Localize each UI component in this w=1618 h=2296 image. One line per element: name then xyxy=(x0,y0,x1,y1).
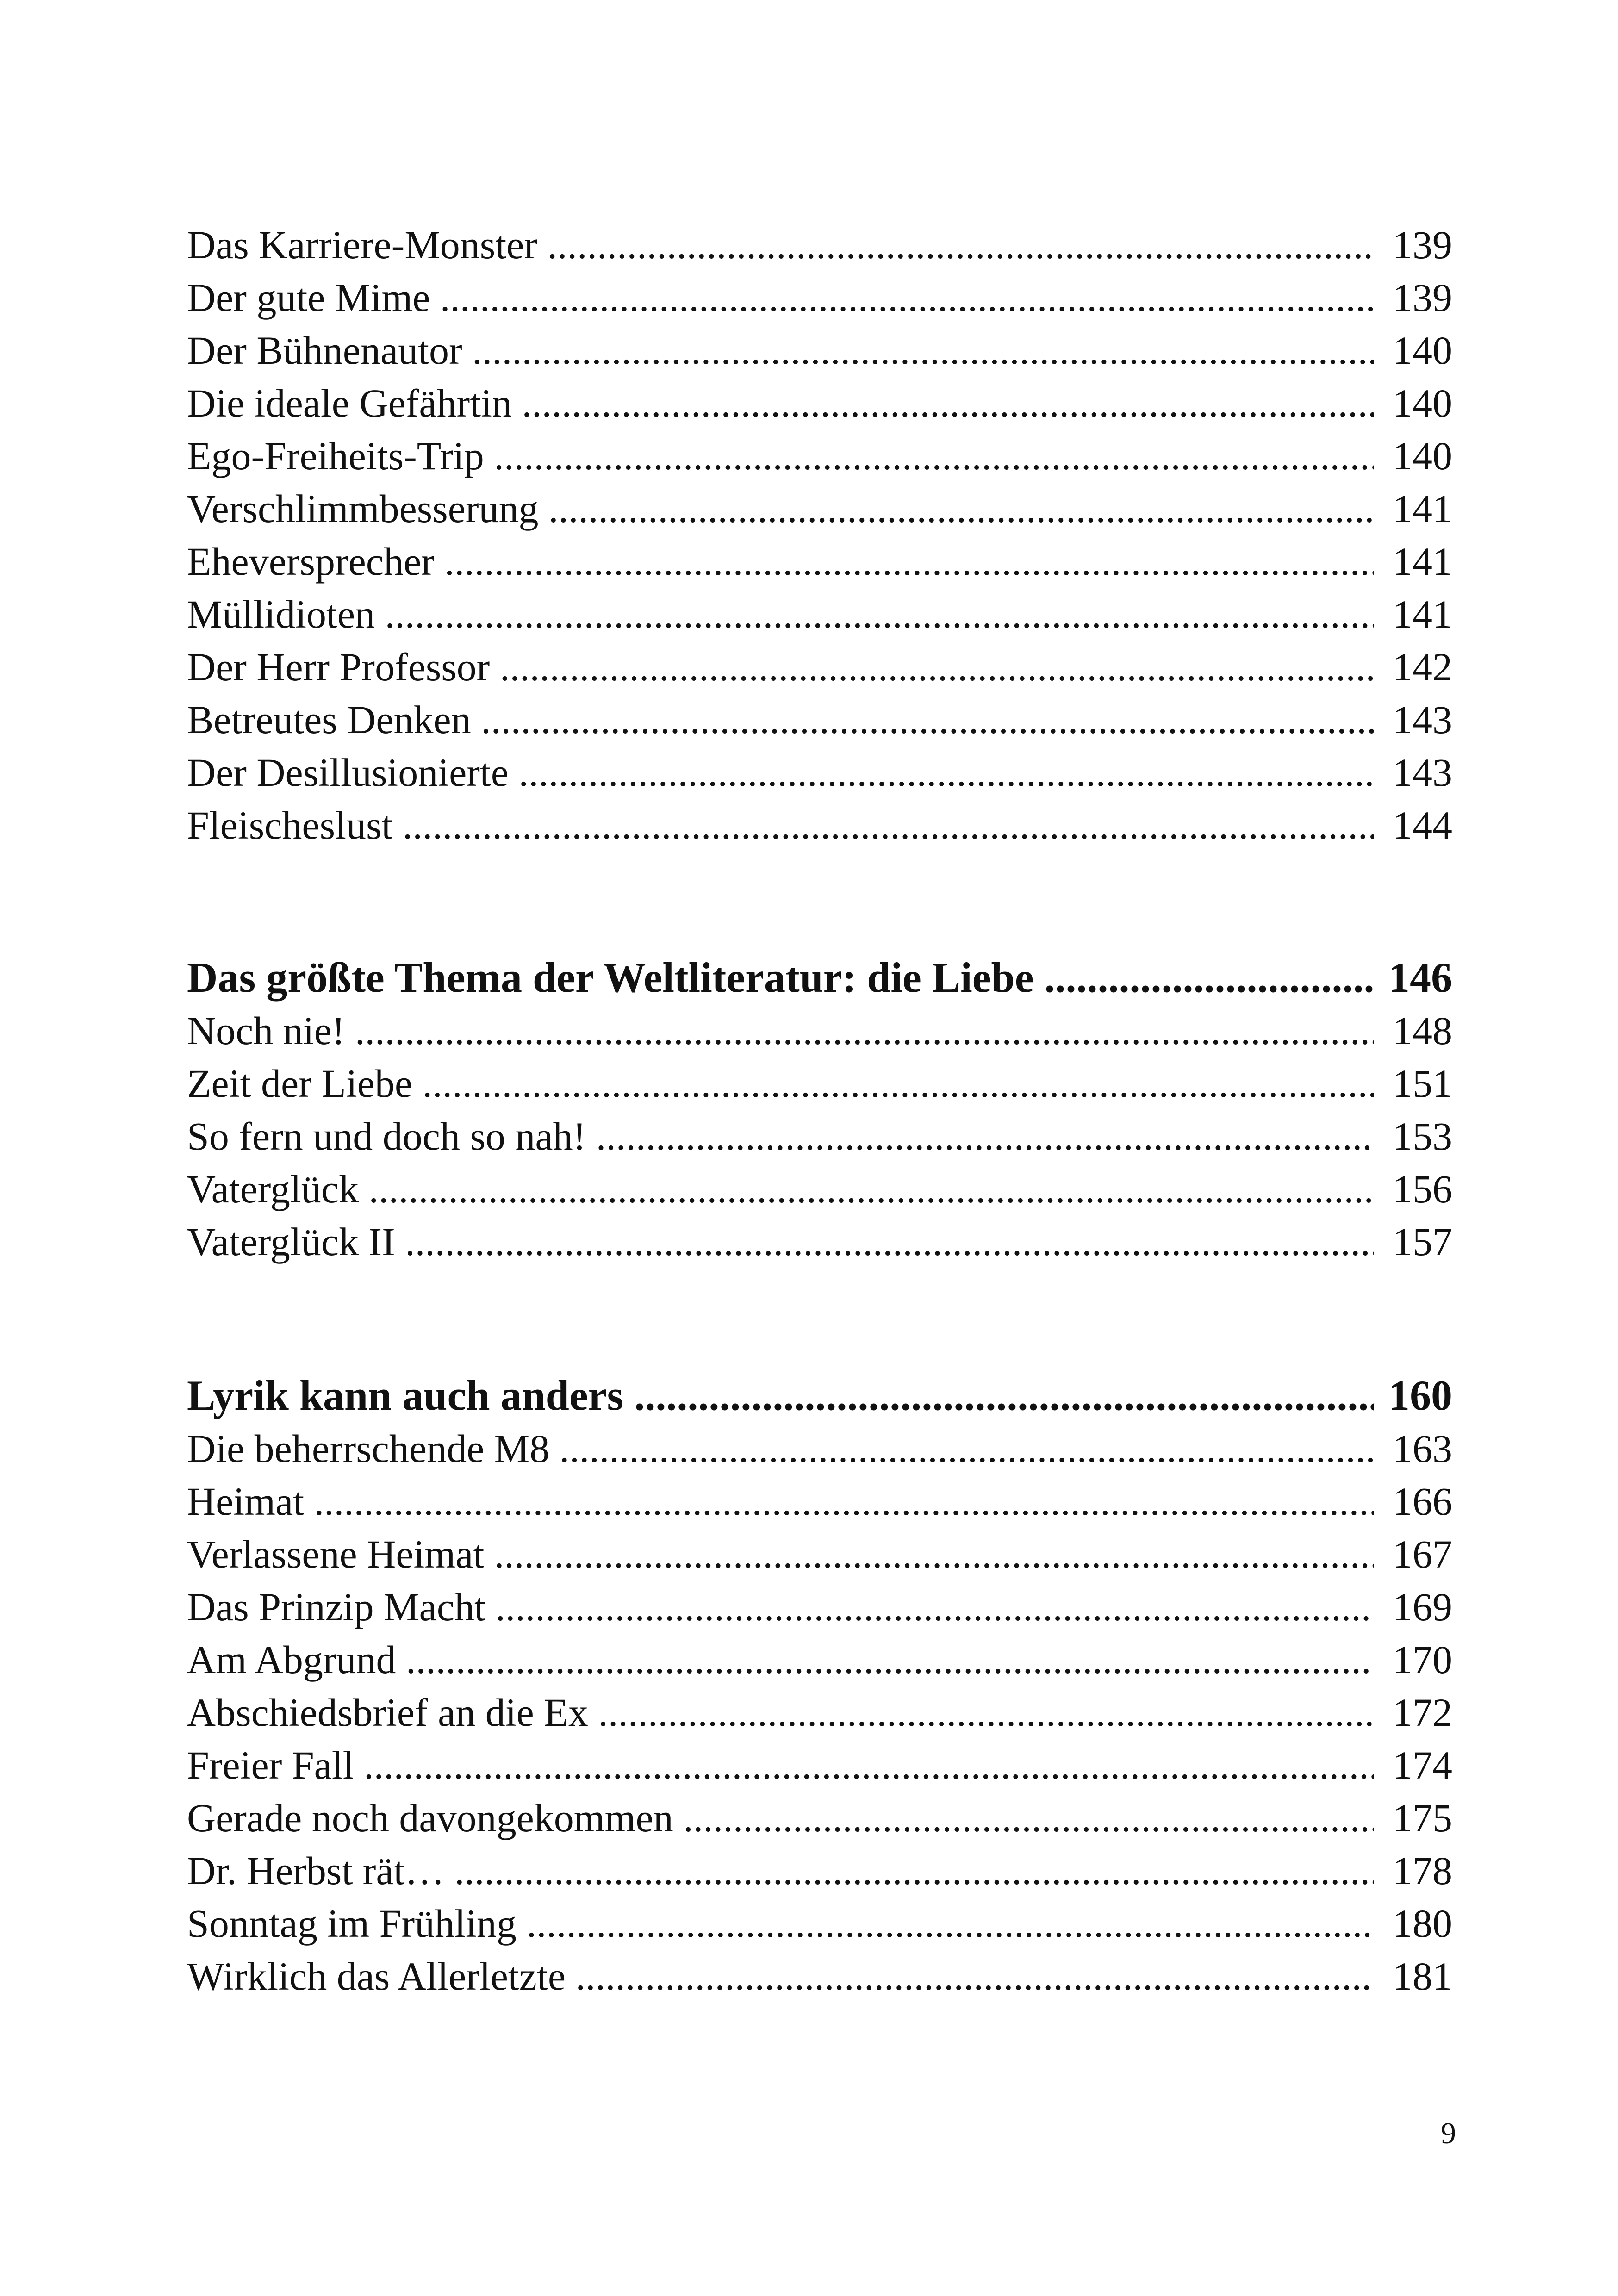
toc-entry[interactable] xyxy=(187,324,1452,377)
toc-entry-title: Der Bühnenautor ..... xyxy=(187,324,1374,377)
toc-entry-title: Vaterglück ..... xyxy=(187,1163,1374,1215)
toc-entry-title: Gerade noch davongekommen ..... xyxy=(187,1792,1374,1844)
toc-chapter-heading[interactable] xyxy=(187,1369,1452,1422)
toc-entry-page: 142 xyxy=(1390,641,1452,693)
toc-entry-page: 163 xyxy=(1390,1422,1452,1475)
toc-entry-page: 140 xyxy=(1390,377,1452,429)
toc-entry-page: 144 xyxy=(1390,799,1452,852)
toc-entry-title: Eheversprecher ..... xyxy=(187,535,1374,588)
toc-entry[interactable] xyxy=(187,1950,1452,2003)
toc-entry-title: Dr. Herbst rät… ..... xyxy=(187,1844,1374,1897)
toc-entry-title: So fern und doch so nah! ..... xyxy=(187,1110,1374,1163)
toc-entry-title: Verschlimmbesserung ..... xyxy=(187,482,1374,535)
toc-entry-title: Am Abgrund ..... xyxy=(187,1633,1374,1686)
toc-entry-page: 178 xyxy=(1390,1844,1452,1897)
toc-entry-title: Wirklich das Allerletzte ..... xyxy=(187,1950,1374,2003)
toc-entry-page: 169 xyxy=(1390,1580,1452,1633)
toc-entry-page: 153 xyxy=(1390,1110,1452,1163)
toc-entry[interactable] xyxy=(187,482,1452,535)
toc-entry[interactable] xyxy=(187,271,1452,324)
toc-entry-page: 143 xyxy=(1390,746,1452,799)
toc-entry-title: Verlassene Heimat ..... xyxy=(187,1528,1374,1580)
toc-group-2 xyxy=(187,951,1452,1268)
toc-entry-page: 139 xyxy=(1390,271,1452,324)
toc-entry[interactable] xyxy=(187,218,1452,271)
toc-entry-page: 140 xyxy=(1390,324,1452,377)
toc-entry[interactable] xyxy=(187,535,1452,588)
toc-entry-page: 174 xyxy=(1390,1739,1452,1792)
page-number: 9 xyxy=(1441,2116,1456,2150)
toc-entry-title: Ego-Freiheits-Trip ..... xyxy=(187,429,1374,482)
toc-entry-title: Vaterglück II ..... xyxy=(187,1215,1374,1268)
toc-entry[interactable] xyxy=(187,1110,1452,1163)
toc-entry-page: 181 xyxy=(1390,1950,1452,2003)
toc-chapter-title: Das größte Thema der Weltliteratur: die Liebe ..... xyxy=(187,951,1374,1004)
toc-entry[interactable] xyxy=(187,1528,1452,1580)
toc-entry-page: 157 xyxy=(1390,1215,1452,1268)
toc-entry[interactable] xyxy=(187,693,1452,746)
toc-chapter-page: 160 xyxy=(1386,1369,1452,1422)
toc-entry[interactable] xyxy=(187,1422,1452,1475)
toc-entry-title: Der Herr Professor ..... xyxy=(187,641,1374,693)
toc-entry[interactable] xyxy=(187,1686,1452,1739)
toc-entry-title: Zeit der Liebe ..... xyxy=(187,1057,1374,1110)
toc-entry-title: Noch nie! ..... xyxy=(187,1004,1374,1057)
toc-entry-title: Sonntag im Frühling ..... xyxy=(187,1897,1374,1950)
toc-entry[interactable] xyxy=(187,1475,1452,1528)
toc-entry-page: 175 xyxy=(1390,1792,1452,1844)
toc-entry-title: Abschiedsbrief an die Ex ..... xyxy=(187,1686,1374,1739)
toc-entry-title: Müllidioten ..... xyxy=(187,588,1374,641)
toc-entry-title: Der gute Mime ..... xyxy=(187,271,1374,324)
toc-entry[interactable] xyxy=(187,1057,1452,1110)
toc-entry-title: Betreutes Denken ..... xyxy=(187,693,1374,746)
toc-entry-page: 148 xyxy=(1390,1004,1452,1057)
toc-entry-page: 139 xyxy=(1390,218,1452,271)
toc-entry-page: 141 xyxy=(1390,535,1452,588)
toc-entry[interactable] xyxy=(187,1792,1452,1844)
toc-entry-page: 167 xyxy=(1390,1528,1452,1580)
toc-entry[interactable] xyxy=(187,1580,1452,1633)
toc-entry-page: 141 xyxy=(1390,482,1452,535)
toc-entry[interactable] xyxy=(187,1739,1452,1792)
toc-entry-title: Der Desillusionierte ..... xyxy=(187,746,1374,799)
toc-entry-title: Das Prinzip Macht ..... xyxy=(187,1580,1374,1633)
toc-chapter-title: Lyrik kann auch anders ..... xyxy=(187,1369,1374,1422)
toc-entry[interactable] xyxy=(187,1633,1452,1686)
toc-entry[interactable] xyxy=(187,1215,1452,1268)
toc-entry[interactable] xyxy=(187,429,1452,482)
toc-group-1 xyxy=(187,218,1452,852)
toc-entry-page: 156 xyxy=(1390,1163,1452,1215)
toc-entry[interactable] xyxy=(187,1163,1452,1215)
toc-entry-page: 170 xyxy=(1390,1633,1452,1686)
toc-entry-page: 172 xyxy=(1390,1686,1452,1739)
toc-entry[interactable] xyxy=(187,799,1452,852)
toc-entry[interactable] xyxy=(187,377,1452,429)
toc-entry-title: Das Karriere-Monster ..... xyxy=(187,218,1374,271)
toc-entry-title: Die beherrschende M8 ..... xyxy=(187,1422,1374,1475)
toc-entry[interactable] xyxy=(187,1844,1452,1897)
toc-group-3 xyxy=(187,1369,1452,2003)
toc-chapter-heading[interactable] xyxy=(187,951,1452,1004)
toc-entry-page: 151 xyxy=(1390,1057,1452,1110)
toc-entry-page: 140 xyxy=(1390,429,1452,482)
toc-entry[interactable] xyxy=(187,588,1452,641)
toc-entry-page: 141 xyxy=(1390,588,1452,641)
toc-entry[interactable] xyxy=(187,746,1452,799)
toc-entry[interactable] xyxy=(187,641,1452,693)
toc-entry-title: Fleischeslust ..... xyxy=(187,799,1374,852)
toc-entry-page: 180 xyxy=(1390,1897,1452,1950)
toc-entry-page: 143 xyxy=(1390,693,1452,746)
toc-entry-title: Heimat ..... xyxy=(187,1475,1374,1528)
toc-entry-title: Die ideale Gefährtin ..... xyxy=(187,377,1374,429)
toc-entry[interactable] xyxy=(187,1004,1452,1057)
toc-chapter-page: 146 xyxy=(1386,951,1452,1004)
toc-entry-title: Freier Fall ..... xyxy=(187,1739,1374,1792)
toc-entry-page: 166 xyxy=(1390,1475,1452,1528)
toc-entry[interactable] xyxy=(187,1897,1452,1950)
